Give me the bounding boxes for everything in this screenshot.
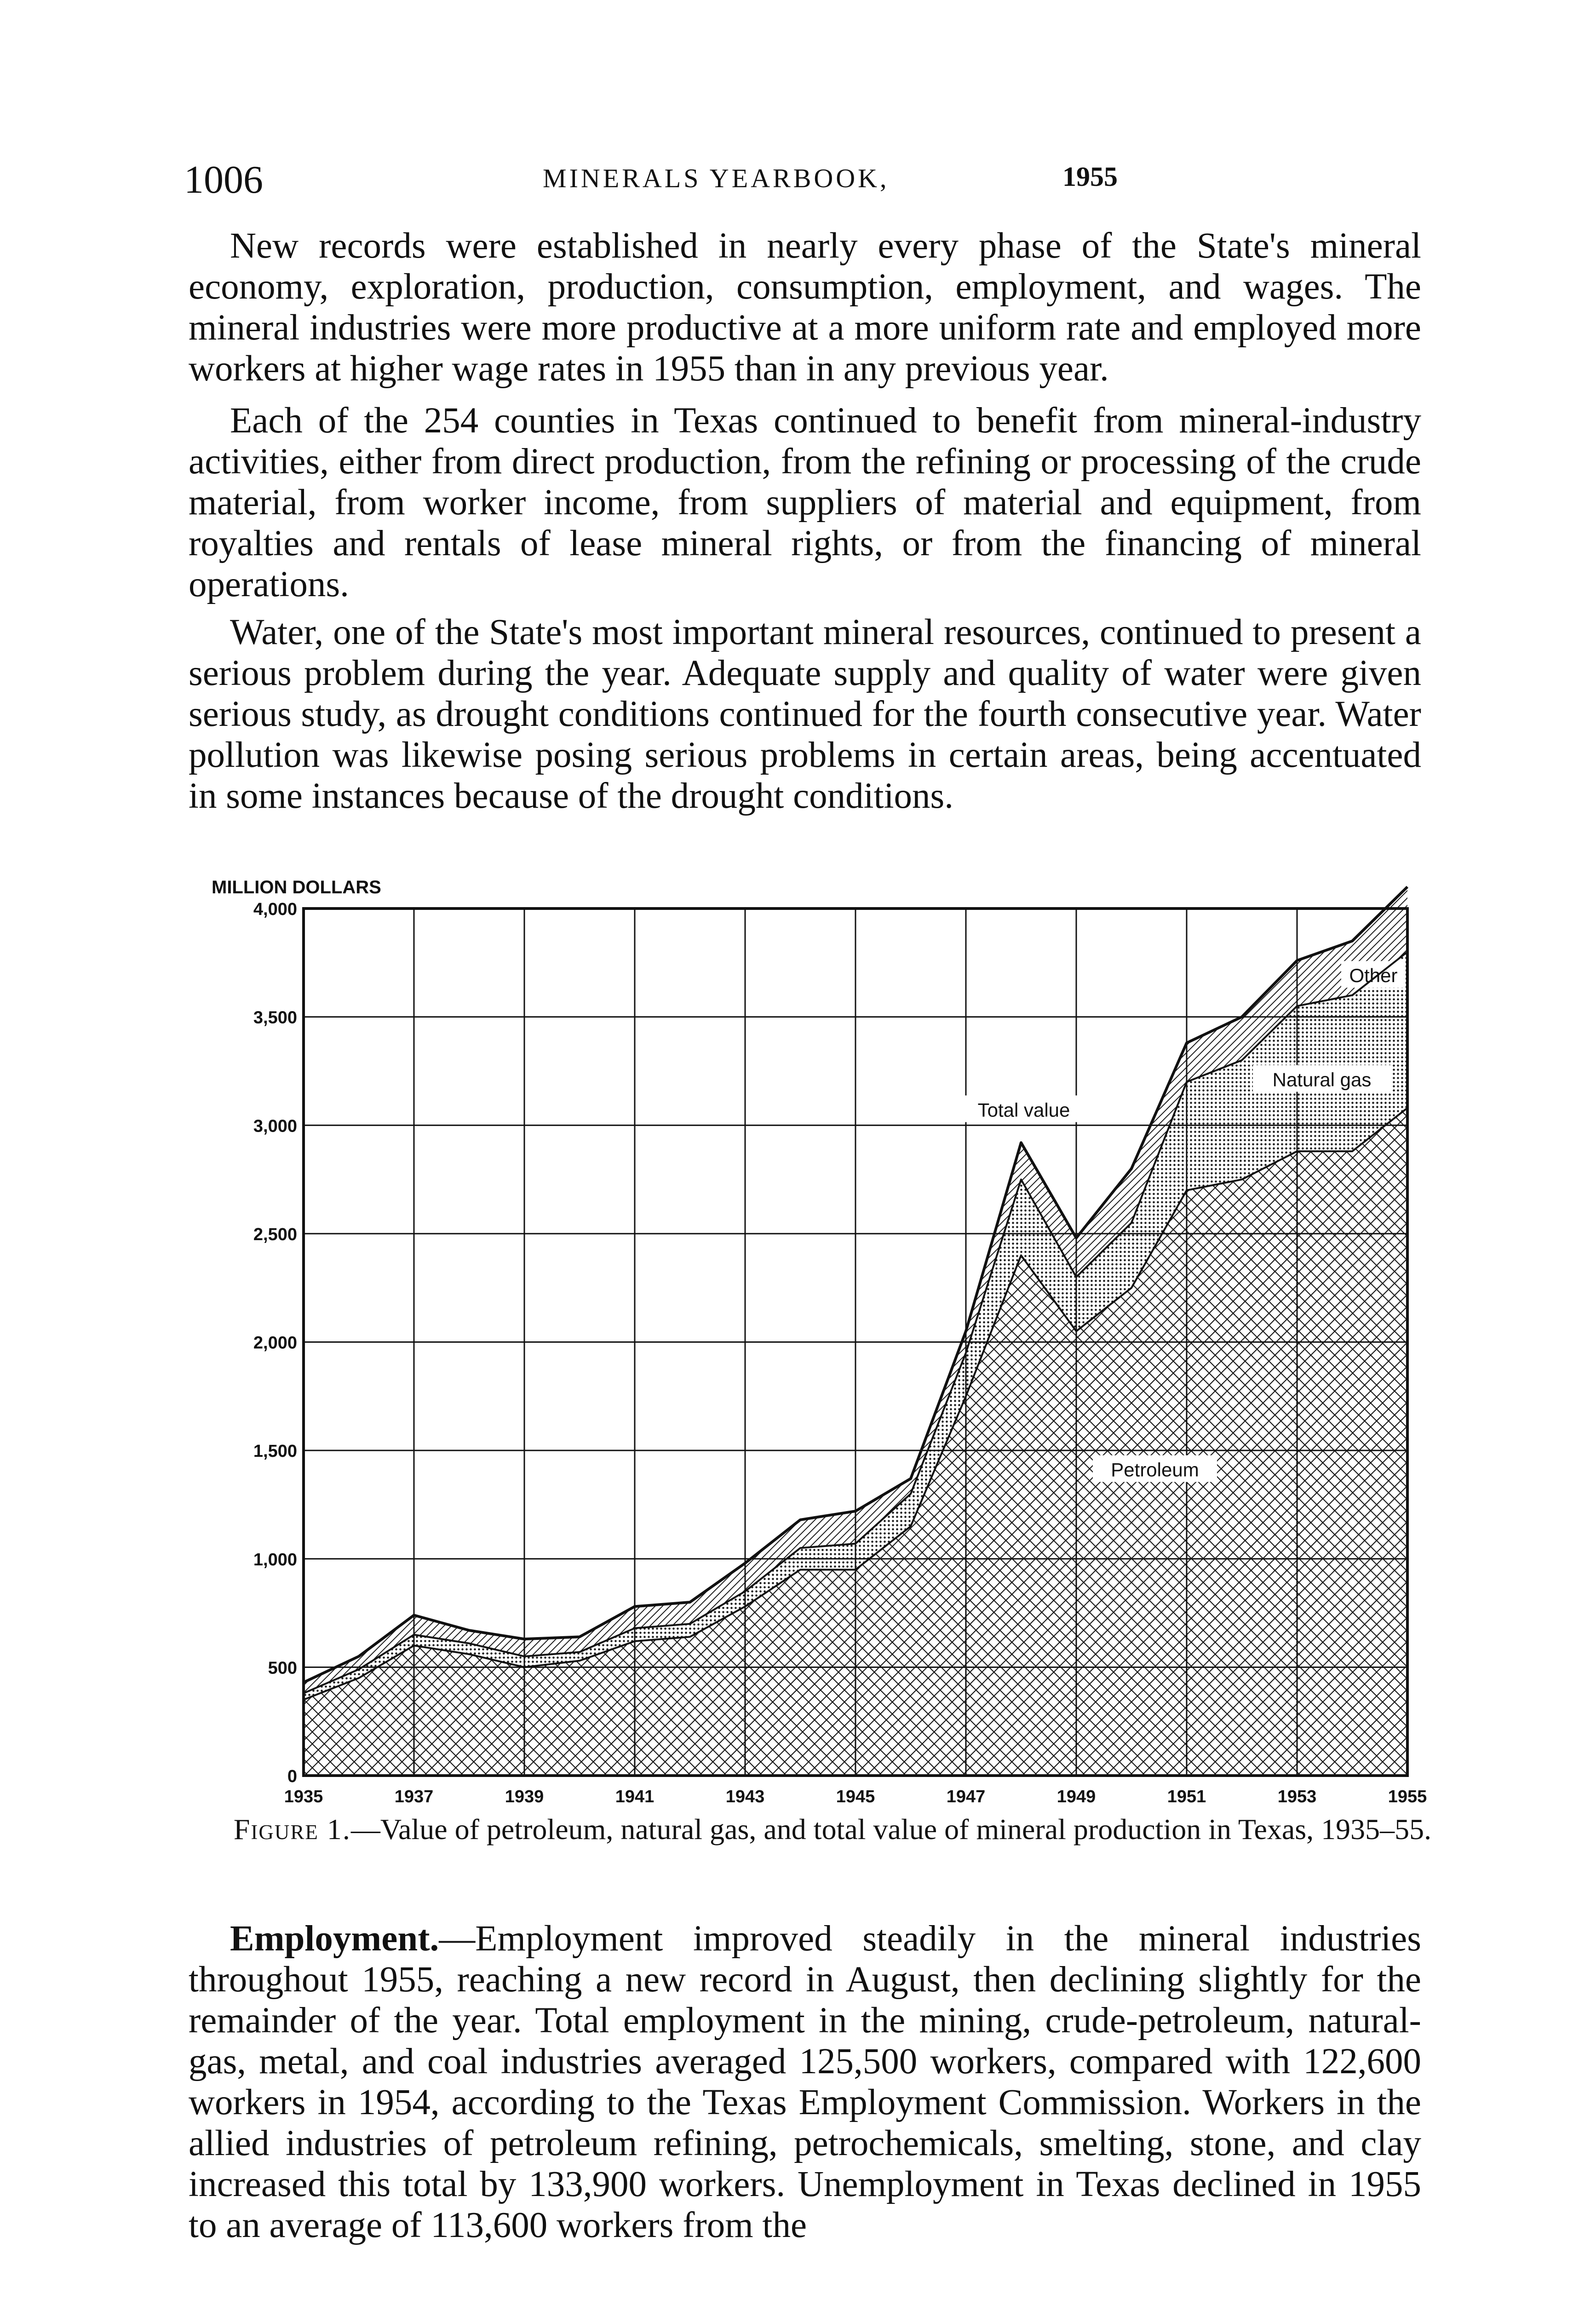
paragraph-counties: Each of the 254 counties in Texas continued to benefit from mineral-industry activities, either from direct production, from the refining or processing of the crude material, from worker income, from suppliers of material and equipment, from royalties and rentals of lease mineral rights, or from the financing of mineral operations. bbox=[189, 401, 1421, 604]
y-tick-label-0: 0 bbox=[287, 1767, 297, 1786]
x-tick-label-1935: 1935 bbox=[284, 1787, 323, 1806]
y-tick-label-500: 500 bbox=[268, 1658, 297, 1678]
figure-caption-text: —Value of petroleum, natural gas, and total value of mineral production in Texas, 1935–55. bbox=[350, 1813, 1432, 1846]
paragraph-records: New records were established in nearly every phase of the State's mineral economy, exploration, production, consumption, employment, and wages. The mineral industries were more productive at a more uniform rate and employed more workers at higher wage rates in 1955 than in any previous year. bbox=[189, 226, 1421, 389]
x-tick-label-1937: 1937 bbox=[394, 1787, 434, 1806]
paragraph-employment bbox=[189, 1918, 1421, 2246]
employment-text: —Employment improved steadily in the mineral industries throughout 1955, reaching a new record in August, then declining slightly for the remainder of the year. Total employment in the mining, crude-petroleum, natural-gas, metal, and coal industries averaged 125,500 workers, compared with 122,600 workers in 1954, according to the Texas Employment Commission. Workers in the allied industries of petroleum refining, petrochemicals, smelting, stone, and clay increased this total by 133,900 workers. Unemployment in Texas declined in 1955 to an average of 113,600 workers from the bbox=[189, 1919, 1421, 2245]
x-tick-label-1945: 1945 bbox=[836, 1787, 875, 1806]
y-tick-label-1,500: 1,500 bbox=[253, 1442, 297, 1461]
x-tick-label-1951: 1951 bbox=[1167, 1787, 1206, 1806]
x-tick-label-1949: 1949 bbox=[1056, 1787, 1096, 1806]
mineral-production-chart bbox=[175, 865, 1444, 1812]
employment-heading: Employment. bbox=[230, 1919, 439, 1959]
figure-label: Figure 1. bbox=[233, 1813, 351, 1846]
natural-gas-label: Natural gas bbox=[1272, 1069, 1372, 1091]
y-tick-label-2,500: 2,500 bbox=[253, 1225, 297, 1244]
page-number: 1006 bbox=[184, 157, 263, 201]
running-header bbox=[184, 156, 1426, 207]
x-tick-label-1947: 1947 bbox=[946, 1787, 986, 1806]
x-tick-label-1955: 1955 bbox=[1388, 1787, 1427, 1806]
y-tick-label-1,000: 1,000 bbox=[253, 1550, 297, 1570]
y-axis-title: MILLION DOLLARS bbox=[212, 877, 381, 897]
y-tick-label-4,000: 4,000 bbox=[253, 900, 297, 919]
y-tick-label-3,500: 3,500 bbox=[253, 1008, 297, 1028]
total-value-label: Total value bbox=[977, 1099, 1070, 1121]
x-tick-label-1939: 1939 bbox=[505, 1787, 544, 1806]
y-tick-label-2,000: 2,000 bbox=[253, 1333, 297, 1353]
x-tick-label-1953: 1953 bbox=[1277, 1787, 1317, 1806]
running-year: 1955 bbox=[1062, 161, 1118, 192]
x-tick-label-1943: 1943 bbox=[725, 1787, 765, 1806]
paragraph-water: Water, one of the State's most important mineral resources, continued to present a serious problem during the year. Adequate supply and quality of water were given serious study, as drought conditions continued for the fourth consecutive year. Water pollution was likewise posing serious problems in certain areas, being accentuated in some instances because of the drought conditions. bbox=[189, 612, 1421, 816]
other-label: Other bbox=[1349, 965, 1398, 987]
x-tick-label-1941: 1941 bbox=[615, 1787, 654, 1806]
petroleum-label: Petroleum bbox=[1111, 1459, 1199, 1481]
figure-caption bbox=[212, 1815, 1453, 1844]
y-tick-label-3,000: 3,000 bbox=[253, 1116, 297, 1136]
running-title: MINERALS YEARBOOK, bbox=[543, 163, 890, 193]
